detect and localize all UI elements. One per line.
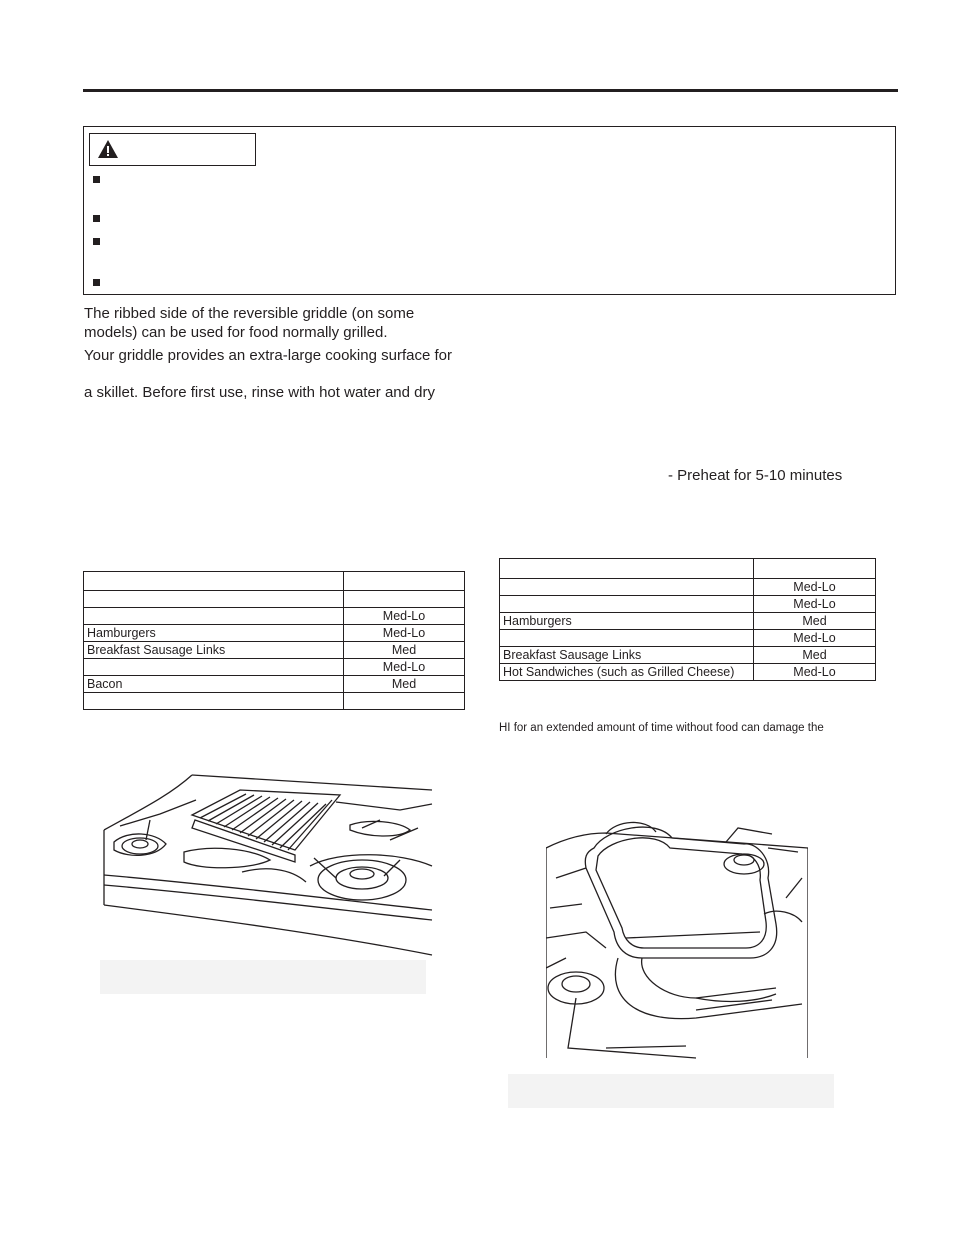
caption-bar (100, 960, 426, 994)
flat-griddle-illustration (546, 808, 808, 1063)
table-row (500, 664, 876, 681)
table-row (84, 693, 465, 710)
food-cell (84, 591, 344, 608)
warning-triangle-icon (97, 139, 119, 159)
intro-line: a skillet. Before first use, rinse with hot water and dry (84, 384, 435, 401)
table-row (500, 559, 876, 579)
table-row (84, 676, 465, 693)
setting-cell (754, 559, 876, 579)
setting-cell (344, 693, 465, 710)
food-cell (84, 693, 344, 710)
food-cell (500, 559, 754, 579)
food-cell (500, 630, 754, 647)
setting-cell: Med-Lo (754, 664, 876, 681)
food-cell: Hot Sandwiches (such as Grilled Cheese) (500, 664, 754, 681)
warning-bullet (93, 279, 100, 286)
food-cell: Hamburgers (84, 625, 344, 642)
setting-cell (344, 591, 465, 608)
food-cell (84, 608, 344, 625)
caption-bar (508, 1074, 834, 1108)
table-row (500, 630, 876, 647)
left-griddle-table (83, 571, 465, 710)
setting-cell: Med (344, 676, 465, 693)
setting-cell: Med-Lo (754, 596, 876, 613)
intro-line: Your griddle provides an extra-large cooking surface for (84, 347, 452, 364)
setting-cell: Med-Lo (344, 608, 465, 625)
preheat-text: - Preheat for 5-10 minutes (668, 467, 843, 484)
food-cell: Bacon (84, 676, 344, 693)
food-cell (84, 659, 344, 676)
table-row (84, 659, 465, 676)
setting-cell: Med-Lo (754, 630, 876, 647)
warning-bullet (93, 238, 100, 245)
food-cell (500, 579, 754, 596)
warning-bullet (93, 215, 100, 222)
setting-cell: Med-Lo (344, 659, 465, 676)
ribbed-griddle-illustration (100, 770, 434, 960)
table-row (84, 572, 465, 591)
food-cell: Hamburgers (500, 613, 754, 630)
caution-note: HI for an extended amount of time without food can damage the (499, 722, 824, 734)
setting-cell: Med (754, 613, 876, 630)
right-griddle-table (499, 558, 876, 681)
food-cell (500, 596, 754, 613)
table-row (500, 613, 876, 630)
food-cell: Breakfast Sausage Links (500, 647, 754, 664)
table-row (84, 625, 465, 642)
food-cell: Breakfast Sausage Links (84, 642, 344, 659)
table-row (500, 579, 876, 596)
warning-label (89, 133, 256, 166)
food-cell (84, 572, 344, 591)
setting-cell: Med-Lo (754, 579, 876, 596)
table-row (500, 596, 876, 613)
intro-line: models) can be used for food normally grilled. (84, 324, 388, 341)
table-row (84, 642, 465, 659)
header-rule (83, 89, 898, 92)
table-row (500, 647, 876, 664)
setting-cell: Med-Lo (344, 625, 465, 642)
setting-cell: Med (754, 647, 876, 664)
setting-cell: Med (344, 642, 465, 659)
warning-bullet (93, 176, 100, 183)
setting-cell (344, 572, 465, 591)
table-row (84, 608, 465, 625)
table-row (84, 591, 465, 608)
intro-line: The ribbed side of the reversible griddle (on some (84, 305, 415, 322)
